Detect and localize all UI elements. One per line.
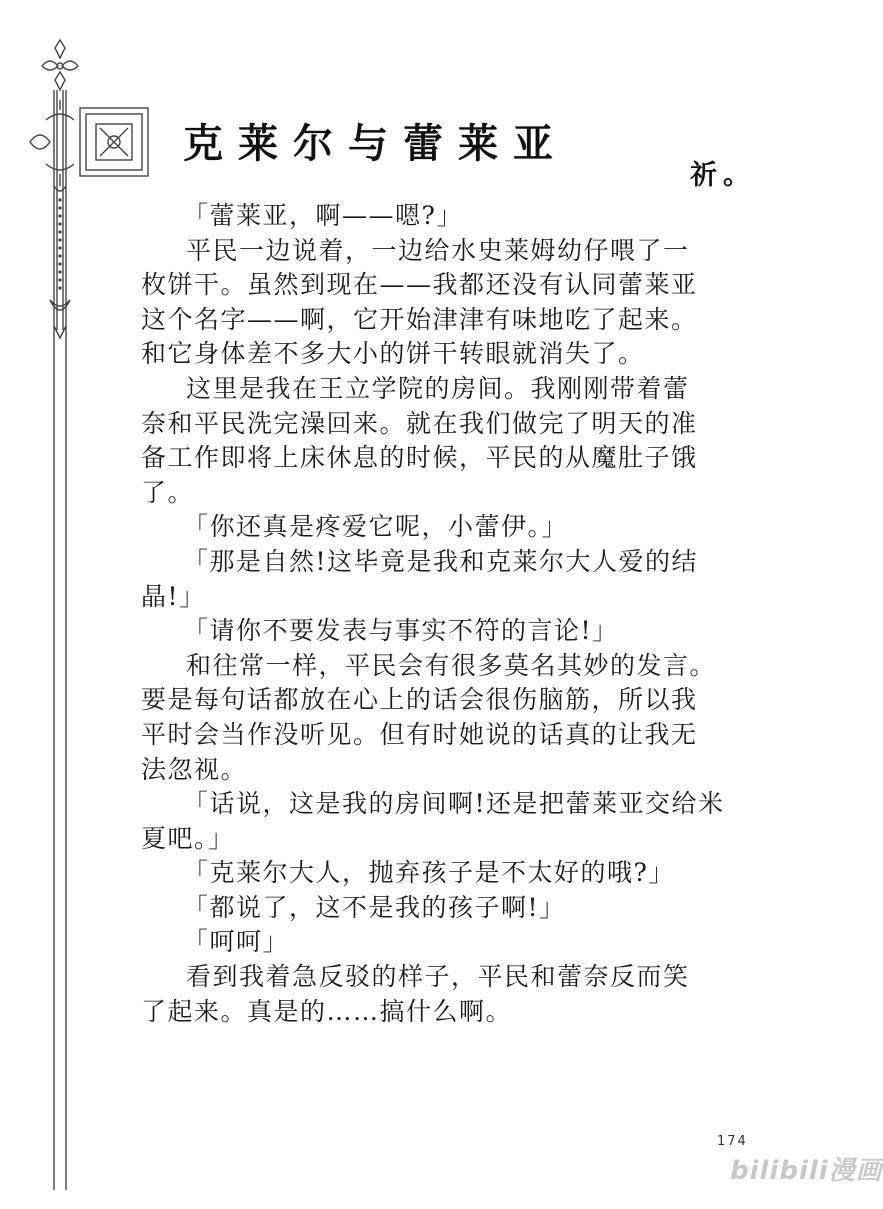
text-line: 「话说，这是我的房间啊!还是把蕾莱亚交给米 — [183, 789, 725, 819]
text-line: 看到我着急反驳的样子，平民和蕾奈反而笑 — [186, 962, 690, 992]
text-line: 夏吧。」 — [141, 823, 235, 853]
text-line: 「克莱尔大人，抛弃孩子是不太好的哦?」 — [183, 858, 675, 888]
text-line: 「请你不要发表与事实不符的言论!」 — [183, 616, 619, 646]
text-line: 「呵呵」 — [183, 927, 290, 957]
text-line: 晶!」 — [141, 581, 206, 611]
text-line: 平民一边说着，一边给水史莱姆幼仔喂了一 — [186, 235, 690, 265]
body-text — [141, 199, 781, 1029]
bilibili-manga-watermark: bilibili漫画 — [730, 1156, 883, 1186]
text-line: 「蕾莱亚，啊——嗯?」 — [183, 201, 463, 230]
text-line: 这里是我在王立学院的房间。我刚刚带着蕾 — [186, 373, 690, 403]
text-line: 和往常一样，平民会有很多莫名其妙的发言。 — [186, 650, 717, 680]
text-line: 要是每句话都放在心上的话会很伤脑筋，所以我 — [141, 685, 698, 715]
text-line: 「都说了，这不是我的孩子啊!」 — [183, 892, 566, 922]
text-line: 「你还真是疼爱它呢，小蕾伊。」 — [183, 512, 569, 542]
page-number: 174 — [717, 1134, 748, 1149]
chapter-title: 克莱尔与蕾莱亚 — [183, 121, 568, 167]
text-line: 枚饼干。虽然到现在——我都还没有认同蕾莱亚 — [141, 270, 698, 300]
text-line: 法忽视。 — [141, 754, 248, 784]
text-line: 了。 — [141, 477, 195, 507]
text-line: 和它身体差不多大小的饼干转眼就消失了。 — [141, 339, 645, 369]
text-line: 备工作即将上床休息的时候，平民的从魔肚子饿 — [141, 443, 698, 473]
author-name: 祈。 — [690, 160, 756, 191]
decorative-border-ornament — [0, 0, 140, 1209]
text-line: 平时会当作没听见。但有时她说的话真的让我无 — [141, 719, 698, 749]
text-line: 奈和平民洗完澡回来。就在我们做完了明天的准 — [141, 408, 698, 438]
text-line: 这个名字——啊，它开始津津有味地吃了起来。 — [141, 304, 698, 334]
text-line: 了起来。真是的……搞什么啊。 — [141, 996, 513, 1026]
text-line: 「那是自然!这毕竟是我和克莱尔大人爱的结 — [183, 546, 699, 576]
